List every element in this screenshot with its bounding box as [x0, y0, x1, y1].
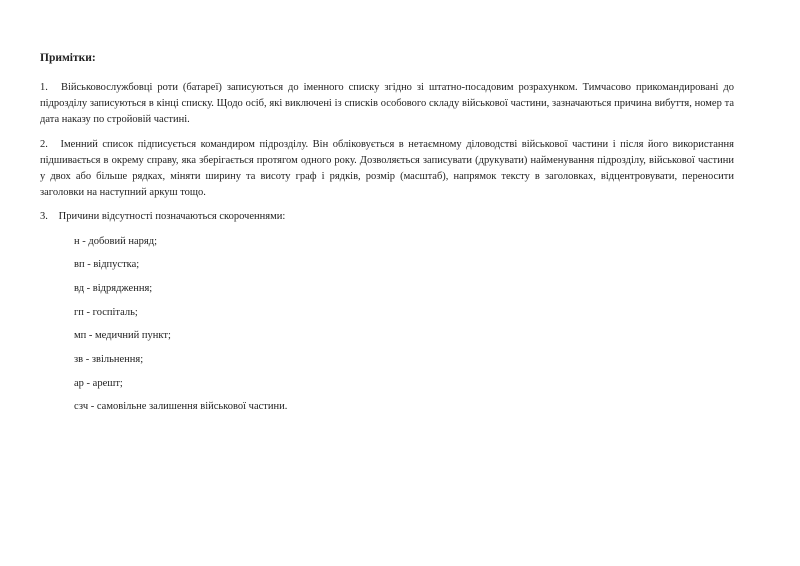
abbreviation-list	[74, 234, 734, 424]
document-page	[40, 52, 734, 423]
note-text: Іменний список підписується командиром підрозділу. Він обліковується в нетаємному діловодстві військової частини і після його використання підшивається в окрему справу, яка зберігається протягом одного року. Дозволяється записувати (друкувати) найменування підрозділу, військової частини у двох або більше рядках, міняти ширину та висоту граф і рядків, розмір (масштаб), напрямок тексту в заголовках, відцентровувати, переносити заголовки на наступний аркуш тощо.	[40, 138, 734, 199]
abbreviation-item: н - добовий наряд;	[74, 235, 157, 247]
abbreviation-item: зв - звільнення;	[74, 354, 144, 366]
note-number: 2.	[40, 138, 48, 150]
note-text: Причини відсутності позначаються скороченнями:	[58, 211, 286, 223]
note-item-2	[40, 137, 734, 202]
note-item-3	[40, 209, 734, 225]
notes-title: Примітки:	[40, 52, 96, 64]
abbreviation-item: мп - медичний пункт;	[74, 330, 171, 342]
note-number: 1.	[40, 82, 48, 93]
note-item-1	[40, 80, 734, 129]
note-number: 3.	[40, 211, 48, 223]
abbreviation-item: ар - арешт;	[74, 377, 123, 389]
abbreviation-item: вд - відрядження;	[74, 283, 153, 294]
abbreviation-item: сзч - самовільне залишення військової частини.	[74, 401, 288, 413]
abbreviation-item: вп - відпустка;	[74, 259, 140, 271]
note-text: Військовослужбовці роти (батареї) записуються до іменного списку згідно зі штатно-посадовим розрахунком. Тимчасово прикомандировані до підрозділу записуються в кінці списку. Щодо осіб, які виключені із списків особового складу військової частини, зазначаються причина вибуття, номер та дата наказу по стройовій частині.	[40, 82, 734, 126]
abbreviation-item: гп - госпіталь;	[74, 306, 138, 318]
